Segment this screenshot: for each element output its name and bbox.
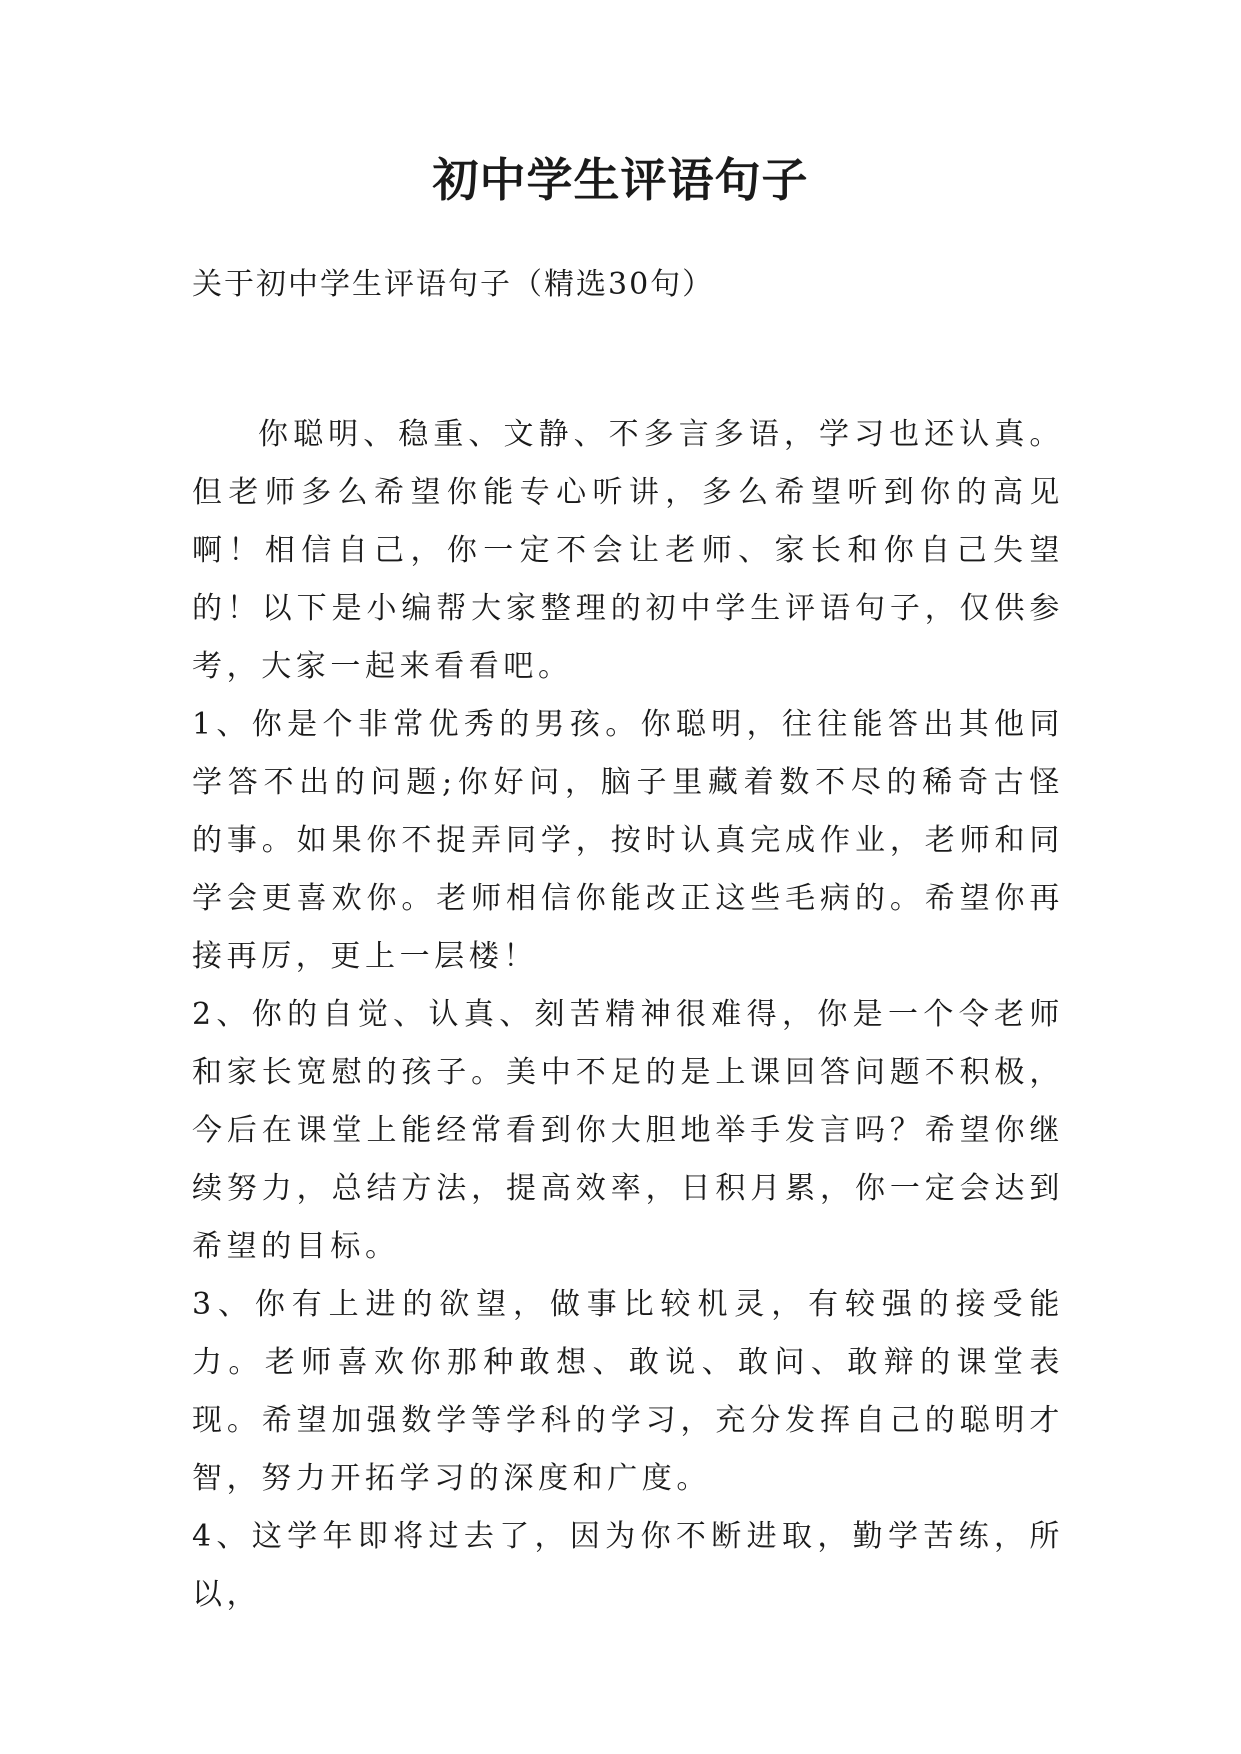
intro-paragraph: 你聪明、稳重、文静、不多言多语，学习也还认真。但老师多么希望你能专心听讲，多么希望听到你的高见啊！相信自己，你一定不会让老师、家长和你自己失望的！以下是小编帮大家整理的初中学生评语句子，仅供参考，大家一起来看看吧。 bbox=[192, 417, 1064, 684]
document-subtitle: 关于初中学生评语句子（精选30句） bbox=[192, 267, 715, 302]
list-item-2: 2、你的自觉、认真、刻苦精神很难得，你是一个令老师和家长宽慰的孩子。美中不足的是上课回答问题不积极，今后在课堂上能经常看到你大胆地举手发言吗？希望你继续努力，总结方法，提高效率，日积月累，你一定会达到希望的目标。 bbox=[192, 997, 1064, 1264]
list-item-3: 3、你有上进的欲望，做事比较机灵，有较强的接受能力。老师喜欢你那种敢想、敢说、敢问、敢辩的课堂表现。希望加强数学等学科的学习，充分发挥自己的聪明才智，努力开拓学习的深度和广度。 bbox=[192, 1287, 1064, 1496]
list-item-4: 4、这学年即将过去了，因为你不断进取，勤学苦练，所以， bbox=[192, 1519, 1064, 1612]
document-title: 初中学生评语句子 bbox=[432, 153, 809, 207]
list-item-1: 1、你是个非常优秀的男孩。你聪明，往往能答出其他同学答不出的问题;你好问，脑子里藏着数不尽的稀奇古怪的事。如果你不捉弄同学，按时认真完成作业，老师和同学会更喜欢你。老师相信你能改正这些毛病的。希望你再接再厉，更上一层楼！ bbox=[192, 707, 1064, 974]
document-body bbox=[192, 406, 1064, 1624]
